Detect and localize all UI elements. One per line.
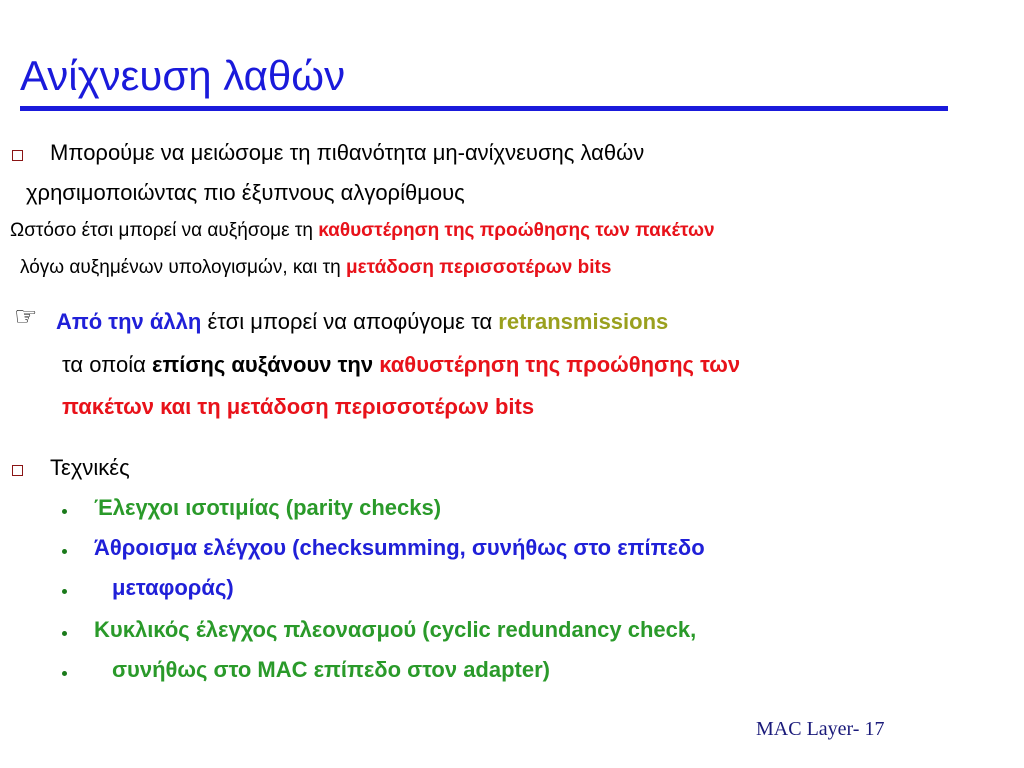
p1-line-4-highlight: μετάδοση περισσοτέρων bits [345, 257, 612, 278]
technique-item: Έλεγχοι ισοτιμίας (parity checks) [94, 495, 442, 520]
p2-line-2-bold: επίσης αυξάνουν την [151, 352, 380, 377]
p1-line-3 [10, 220, 715, 242]
bullet-dot-icon [62, 589, 67, 594]
technique-item: μεταφοράς) [112, 575, 234, 600]
p2-line-2 [62, 352, 740, 378]
p1-line-4 [20, 257, 611, 279]
square-bullet-icon [12, 465, 23, 476]
p1-line-2: χρησιμοποιώντας πιο έξυπνους αλγορίθμους [26, 180, 465, 205]
p3-heading: Τεχνικές [50, 455, 130, 480]
square-bullet-icon [12, 150, 23, 161]
slide-footer: MAC Layer- 17 [756, 718, 885, 740]
p1-line-3-highlight: καθυστέρηση της προώθησης των πακέτων [318, 220, 715, 241]
p1-line-4-plain: λόγω αυξημένων υπολογισμών, και τη [20, 257, 346, 278]
title-underline [20, 106, 948, 111]
p1-line-1: Μπορούμε να μειώσομε τη πιθανότητα μη-ανίχνευσης λαθών [50, 140, 645, 165]
bullet-dot-icon [62, 549, 67, 554]
technique-item: Άθροισμα ελέγχου (checksumming, συνήθως στο επίπεδο [94, 535, 705, 560]
pointing-hand-icon: ☞ [14, 301, 38, 331]
bullet-dot-icon [62, 671, 67, 676]
bullet-dot-icon [62, 631, 67, 636]
p2-line-1-lead: Από την άλλη [56, 309, 202, 334]
p2-line-2-plain: τα οποία [62, 352, 152, 377]
p2-line-1-highlight: retransmissions [498, 309, 669, 334]
p2-line-3: πακέτων και τη μετάδοση περισσοτέρων bits [62, 394, 535, 419]
p2-line-1 [56, 309, 668, 335]
bullet-dot-icon [62, 509, 67, 514]
technique-item: συνήθως στο MAC επίπεδο στον adapter) [112, 657, 550, 682]
p2-line-2-highlight: καθυστέρηση της προώθησης των [379, 352, 741, 377]
technique-item: Κυκλικός έλεγχος πλεονασμού (cyclic redundancy check, [94, 617, 697, 642]
p2-line-1-plain: έτσι μπορεί να αποφύγομε τα [201, 309, 499, 334]
slide-title: Ανίχνευση λαθών [20, 52, 346, 99]
p1-line-3-plain: Ωστόσο έτσι μπορεί να αυξήσομε τη [10, 220, 319, 241]
